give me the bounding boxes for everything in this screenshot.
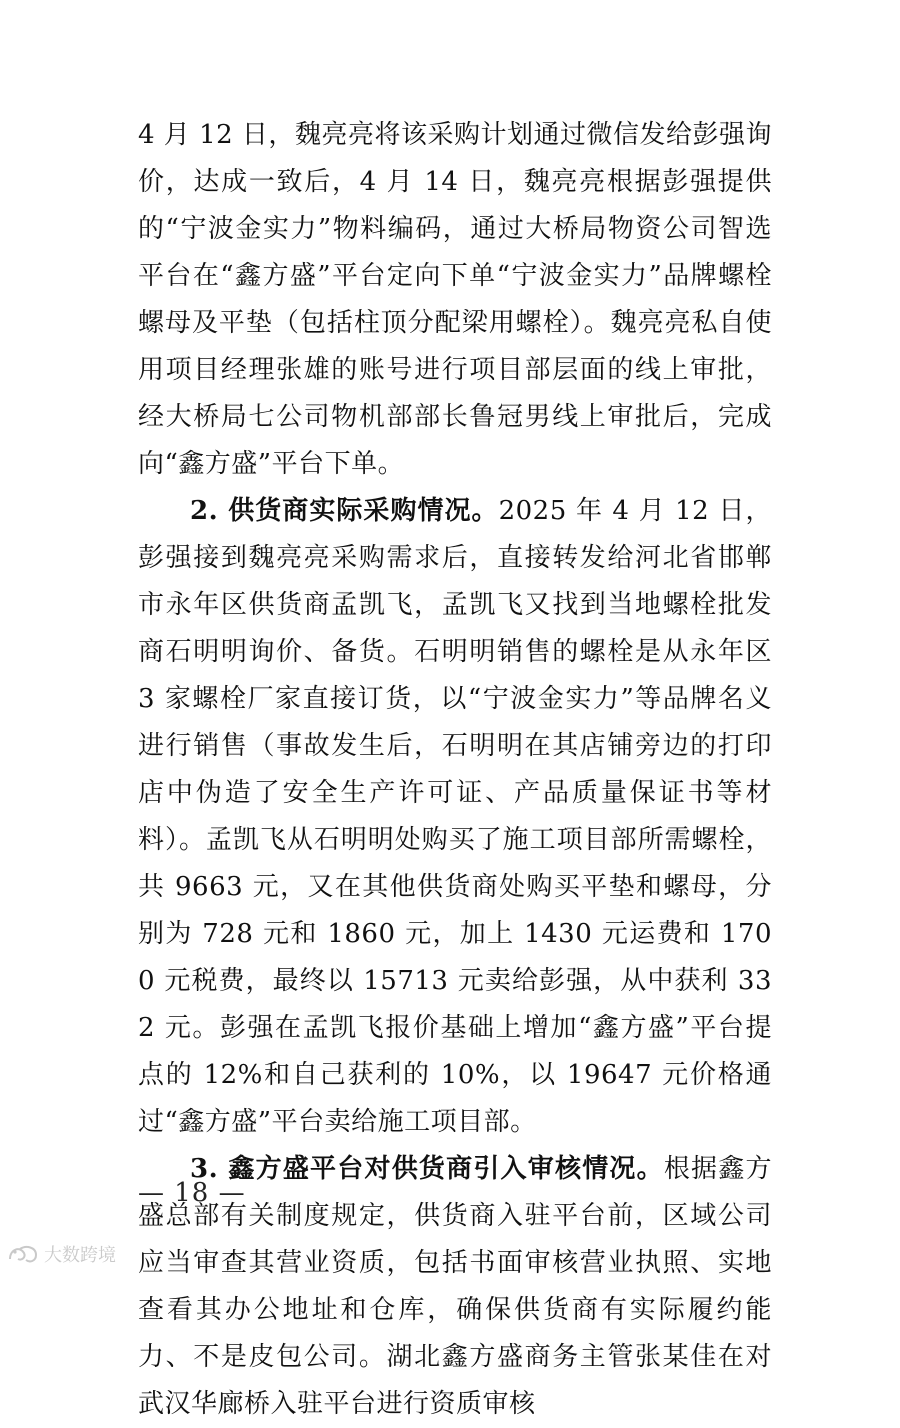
watermark-text: 大数跨境 bbox=[44, 1245, 116, 1266]
paragraph-1-text: 4 月 12 日，魏亮亮将该采购计划通过微信发给彭强询价，达成一致后，4 月 14 日，魏亮亮根据彭强提供的“宁波金实力”物料编码，通过大桥局物资公司智选平台在“鑫方盛”平台定向下单“宁波金实力”品牌螺栓螺母及平垫（包括柱顶分配梁用螺栓）。魏亮亮私自使用项目经理张雄的账号进行项目部层面的线上审批，经大桥局七公司物机部部长鲁冠男线上审批后，完成向“鑫方盛”平台下单。 bbox=[138, 120, 772, 479]
section-heading-2: 2. 供货商实际采购情况。 bbox=[190, 496, 499, 526]
paragraph-2 bbox=[138, 488, 772, 1146]
body-text bbox=[138, 112, 772, 1428]
paragraph-3-text: 根据鑫方盛总部有关制度规定，供货商入驻平台前，区域公司应当审查其营业资质，包括书面审核营业执照、实地查看其办公地址和仓库，确保供货商有实际履约能力、不是皮包公司。湖北鑫方盛商务主管张某佳在对武汉华廊桥入驻平台进行资质审核 bbox=[138, 1154, 772, 1419]
watermark-logo-icon bbox=[6, 1243, 40, 1265]
watermark bbox=[6, 1242, 116, 1266]
paragraph-2-text: 2025 年 4 月 12 日，彭强接到魏亮亮采购需求后，直接转发给河北省邯郸市永年区供货商孟凯飞，孟凯飞又找到当地螺栓批发商石明明询价、备货。石明明销售的螺栓是从永年区 3 家螺栓厂家直接订货，以“宁波金实力”等品牌名义进行销售（事故发生后，石明明在其店铺旁边的打印店中伪造了安全生产许可证、产品质量保证书等材料）。孟凯飞从石明明处购买了施工项目部所需螺栓，共 9663 元，又在其他供货商处购买平垫和螺母，分别为 728 元和 1860 元，加上 1430 元运费和 1700 元税费，最终以 15713 元卖给彭强，从中获利 332 元。彭强在孟凯飞报价基础上增加“鑫方盛”平台提点的 12%和自己获利的 10%，以 19647 元价格通过“鑫方盛”平台卖给施工项目部。 bbox=[138, 496, 772, 1137]
paragraph-1 bbox=[138, 112, 772, 488]
page-number: — 18 — bbox=[138, 1178, 246, 1208]
section-heading-3: 3. 鑫方盛平台对供货商引入审核情况。 bbox=[190, 1154, 664, 1184]
